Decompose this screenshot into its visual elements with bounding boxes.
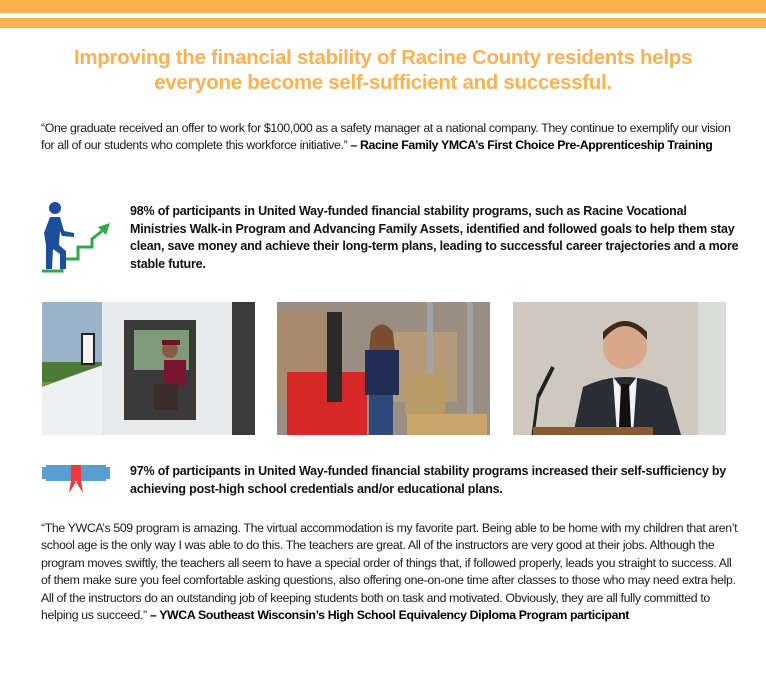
headline-line-2: everyone become self-sufficient and successful. [154,71,612,94]
stat-98-percent: 98% of participants in United Way-funded financial stability programs, such as Racine Vocational Ministries Walk-in Program and Advancing Family Assets, identified and followed goals to help them stay clean, save money and achieve their long-term plans, leading to successful career trajectories and a more stable future. [130,204,739,271]
photo-truck-driver [42,302,255,435]
top-accent-bar [0,0,766,13]
page-headline [20,45,746,95]
quote-attribution: – YWCA Southeast Wisconsin’s High School Equivalency Diploma Program participant [149,608,629,623]
photo-speaker-at-podium [513,302,726,435]
quote-text: “The YWCA’s 509 program is amazing. The virtual accommodation is my favorite part. Being able to be home with my children that aren’t school age is the only way I was able to do this. The teachers are great. All of the instructors are very good at their jobs. Although the program moves swiftly, the teachers all seem to have a special order of things that, if followed properly, leads you straight to success. All of them make sure you feel comfortable asking questions, also offering one-on-one time after classes to those who may need extra help. All of the instructors do an outstanding job of keeping students both on task and motivated. Obviously, they are all fully committed to helping us succeed.” [41,521,738,623]
person-climbing-stairs-icon [40,201,112,275]
quote-text: “One graduate received an offer to work for $100,000 as a safety manager at a national company. They continue to exemplify our vision for all of our students who complete this workforce initiative.” [41,121,731,153]
quote-attribution: – Racine Family YMCA’s First Choice Pre-Apprenticeship Training [350,138,713,153]
top-accent-bar-secondary [0,18,766,28]
headline-line-1: Improving the financial stability of Racine County residents helps [73,46,693,69]
photo-forklift-operator [277,302,490,435]
diploma-icon [40,460,112,500]
testimonial-quote-ywca [41,520,741,624]
stat-97-percent: 97% of participants in United Way-funded financial stability programs increased their self-sufficiency by achieving post-high school credentials and/or educational plans. [130,464,727,496]
testimonial-quote-ymca [41,120,741,155]
